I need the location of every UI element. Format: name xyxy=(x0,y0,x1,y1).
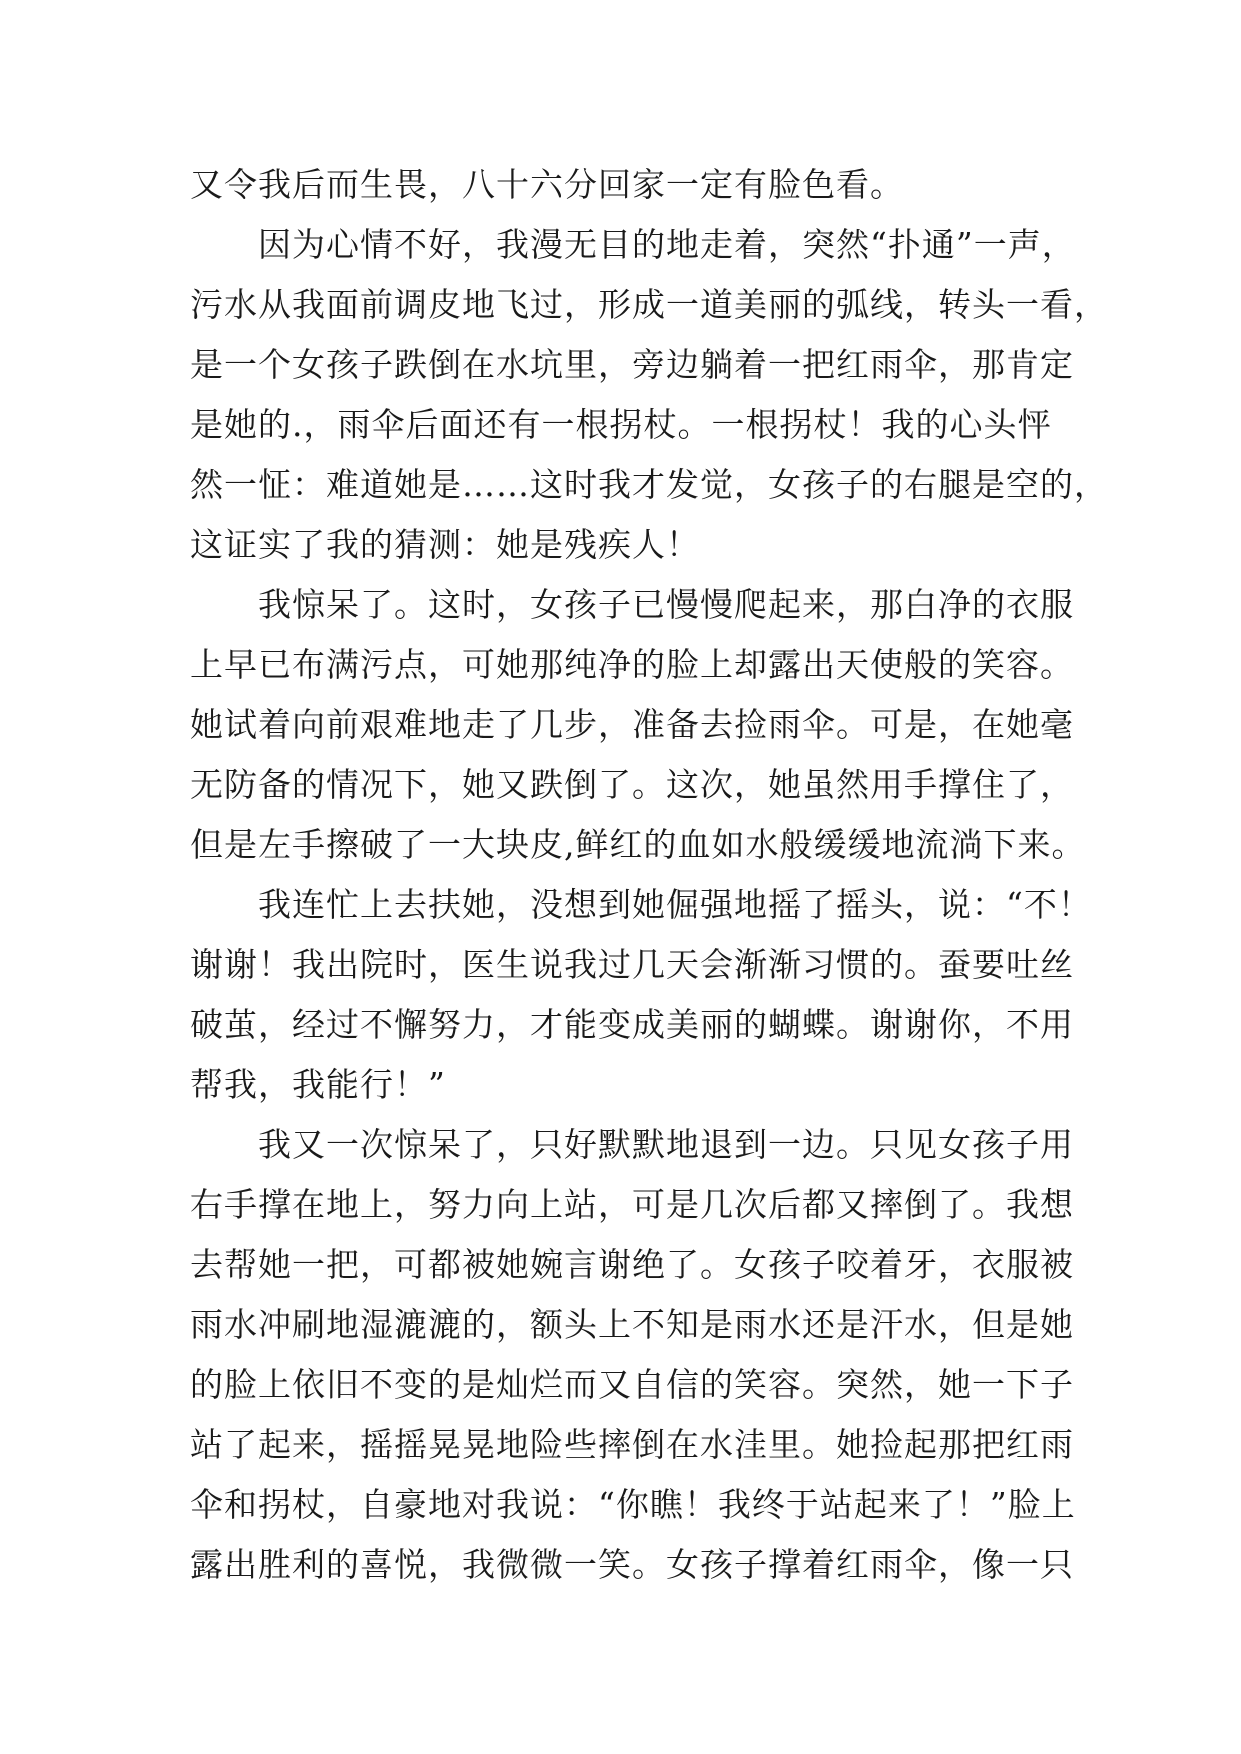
paragraph-start-line: 我连忙上去扶她，没想到她倔强地摇了摇头，说：“不！ xyxy=(258,885,1092,924)
text-line: 无防备的情况下，她又跌倒了。这次，她虽然用手撑住了， xyxy=(190,765,1074,804)
text-line: 这证实了我的猜测：她是残疾人！ xyxy=(190,525,700,564)
text-line: 但是左手擦破了一大块皮,鲜红的血如水般缓缓地流淌下来。 xyxy=(190,825,1086,864)
text-line: 然一怔：难道她是……这时我才发觉，女孩子的右腿是空的， xyxy=(190,465,1108,504)
text-line: 她试着向前艰难地走了几步，准备去捡雨伞。可是，在她毫 xyxy=(190,705,1074,744)
text-line: 帮我，我能行！” xyxy=(190,1065,446,1104)
paragraph-start-line: 因为心情不好，我漫无目的地走着，突然“扑通”一声， xyxy=(258,225,1076,264)
text-line: 站了起来，摇摇晃晃地险些摔倒在水洼里。她捡起那把红雨 xyxy=(190,1425,1074,1464)
text-line: 是一个女孩子跌倒在水坑里，旁边躺着一把红雨伞，那肯定 xyxy=(190,345,1074,384)
text-line: 的脸上依旧不变的是灿烂而又自信的笑容。突然，她一下子 xyxy=(190,1365,1074,1404)
text-line: 污水从我面前调皮地飞过，形成一道美丽的弧线，转头一看， xyxy=(190,285,1108,324)
text-line: 上早已布满污点，可她那纯净的脸上却露出天使般的笑容。 xyxy=(190,645,1074,684)
text-line: 露出胜利的喜悦，我微微一笑。女孩子撑着红雨伞，像一只 xyxy=(190,1545,1074,1584)
text-line: 雨水冲刷地湿漉漉的，额头上不知是雨水还是汗水，但是她 xyxy=(190,1305,1074,1344)
text-line: 是她的.，雨伞后面还有一根拐杖。一根拐杖！我的心头怦 xyxy=(190,405,1052,444)
paragraph-start-line: 我惊呆了。这时，女孩子已慢慢爬起来，那白净的衣服 xyxy=(258,585,1074,624)
text-line: 去帮她一把，可都被她婉言谢绝了。女孩子咬着牙，衣服被 xyxy=(190,1245,1074,1284)
paragraph-start-line: 我又一次惊呆了，只好默默地退到一边。只见女孩子用 xyxy=(258,1125,1074,1164)
text-line: 破茧，经过不懈努力，才能变成美丽的蝴蝶。谢谢你，不用 xyxy=(190,1005,1074,1044)
text-line: 右手撑在地上，努力向上站，可是几次后都又摔倒了。我想 xyxy=(190,1185,1074,1224)
text-line: 伞和拐杖，自豪地对我说：“你瞧！我终于站起来了！”脸上 xyxy=(190,1485,1076,1524)
text-line: 又令我后而生畏，八十六分回家一定有脸色看。 xyxy=(190,165,904,204)
article-body xyxy=(190,155,1108,1595)
text-line: 谢谢！我出院时，医生说我过几天会渐渐习惯的。蚕要吐丝 xyxy=(190,945,1074,984)
